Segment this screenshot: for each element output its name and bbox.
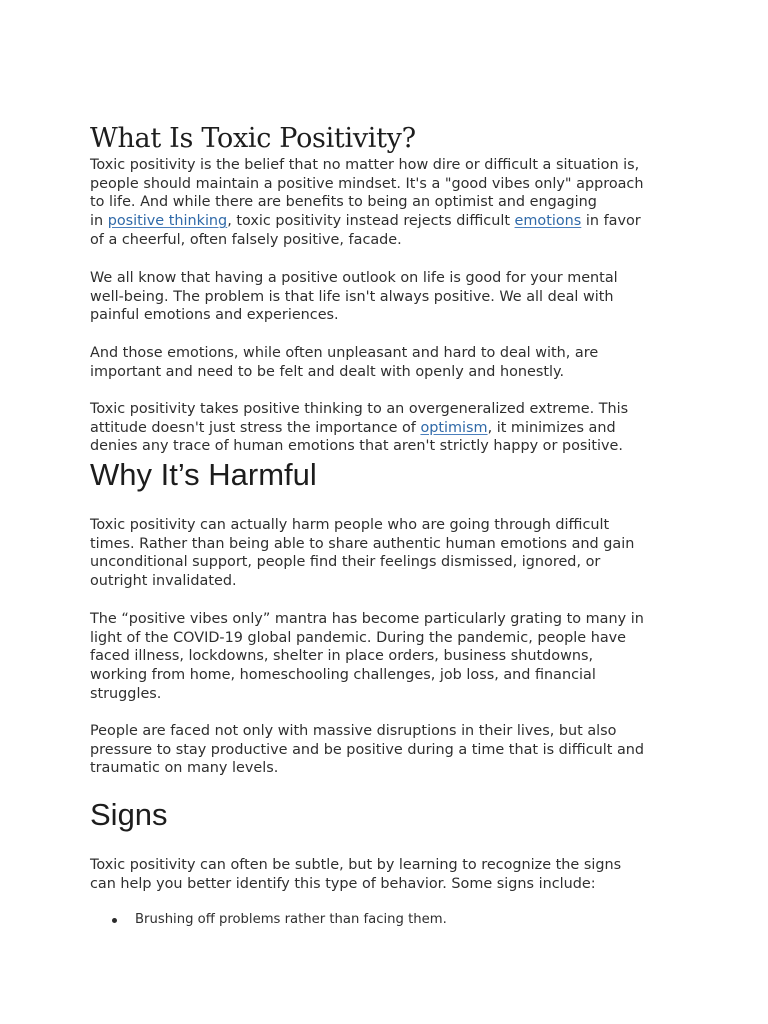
harmful-p2-line-2: light of the COVID-19 global pandemic. During the pandemic, people have bbox=[90, 629, 627, 646]
intro-line-4 bbox=[90, 212, 690, 231]
list-item-text: Brushing off problems rather than facing them. bbox=[135, 912, 447, 927]
list-item bbox=[108, 911, 447, 929]
harmful-p1-line-1: Toxic positivity can actually harm people who are going through difficult bbox=[90, 517, 610, 533]
harmful-paragraph-3 bbox=[90, 722, 690, 778]
signs-line-2: can help you better identify this type of behavior. Some signs include: bbox=[90, 875, 596, 892]
article-title: What Is Toxic Positivity? bbox=[90, 123, 416, 154]
harmful-p1-line-4: outright invalidated. bbox=[90, 573, 237, 590]
extreme-paragraph bbox=[90, 400, 690, 456]
harmful-heading: Why It’s Harmful bbox=[90, 457, 317, 492]
extreme-line-2-end: , it minimizes and bbox=[487, 419, 616, 436]
extreme-line-1: Toxic positivity takes positive thinking to an overgeneralized extreme. This bbox=[90, 401, 629, 417]
harmful-p1-line-2: times. Rather than being able to share authentic human emotions and gain bbox=[90, 535, 635, 552]
positive-thinking-link[interactable]: positive thinking bbox=[107, 213, 228, 230]
optimism-link[interactable]: optimism bbox=[420, 419, 488, 436]
harmful-p3-line-1: People are faced not only with massive disruptions in their lives, but also bbox=[90, 723, 617, 739]
harmful-p2-line-5: struggles. bbox=[90, 685, 162, 702]
harmful-p3-line-3: traumatic on many levels. bbox=[90, 760, 279, 777]
extreme-line-3: denies any trace of human emotions that aren't strictly happy or positive. bbox=[90, 438, 623, 455]
harmful-paragraph-1 bbox=[90, 516, 690, 591]
harmful-p3-line-2: pressure to stay productive and be positive during a time that is difficult and bbox=[90, 741, 645, 758]
intro-paragraph bbox=[90, 156, 690, 250]
intro-line-4-middle: , toxic positivity instead rejects difficult bbox=[227, 213, 515, 230]
outlook-line-3: painful emotions and experiences. bbox=[90, 307, 339, 324]
harmful-p2-line-3: faced illness, lockdowns, shelter in place orders, business shutdowns, bbox=[90, 648, 594, 665]
harmful-p2-line-1: The “positive vibes only” mantra has become particularly grating to many in bbox=[90, 611, 644, 627]
emotions-link[interactable]: emotions bbox=[514, 213, 582, 230]
intro-line-5: of a cheerful, often falsely positive, facade. bbox=[90, 231, 402, 248]
signs-paragraph bbox=[90, 856, 690, 893]
emotions-line-1: And those emotions, while often unpleasant and hard to deal with, are bbox=[90, 345, 599, 361]
intro-line-1: Toxic positivity is the belief that no matter how dire or difficult a situation is, bbox=[90, 157, 640, 173]
signs-line-1: Toxic positivity can often be subtle, but by learning to recognize the signs bbox=[90, 857, 622, 873]
intro-line-3: to life. And while there are benefits to being an optimist and engaging bbox=[90, 194, 597, 211]
signs-list bbox=[108, 911, 447, 929]
intro-line-4-start: in bbox=[90, 213, 108, 230]
intro-line-4-end: in favor bbox=[581, 213, 641, 230]
emotions-paragraph bbox=[90, 344, 690, 381]
signs-heading: Signs bbox=[90, 797, 168, 832]
emotions-line-2: important and need to be felt and dealt with openly and honestly. bbox=[90, 363, 565, 380]
bullet-icon bbox=[112, 918, 117, 923]
harmful-paragraph-2 bbox=[90, 610, 690, 704]
harmful-p1-line-3: unconditional support, people find their feelings dismissed, ignored, or bbox=[90, 554, 601, 571]
outlook-line-2: well-being. The problem is that life isn't always positive. We all deal with bbox=[90, 288, 614, 305]
outlook-paragraph bbox=[90, 269, 690, 325]
outlook-line-1: We all know that having a positive outlook on life is good for your mental bbox=[90, 270, 618, 286]
extreme-line-2-start: attitude doesn't just stress the importance of bbox=[90, 419, 421, 436]
extreme-line-2 bbox=[90, 419, 690, 438]
harmful-p2-line-4: working from home, homeschooling challenges, job loss, and financial bbox=[90, 667, 596, 684]
intro-line-2: people should maintain a positive mindset. It's a "good vibes only" approach bbox=[90, 175, 644, 192]
